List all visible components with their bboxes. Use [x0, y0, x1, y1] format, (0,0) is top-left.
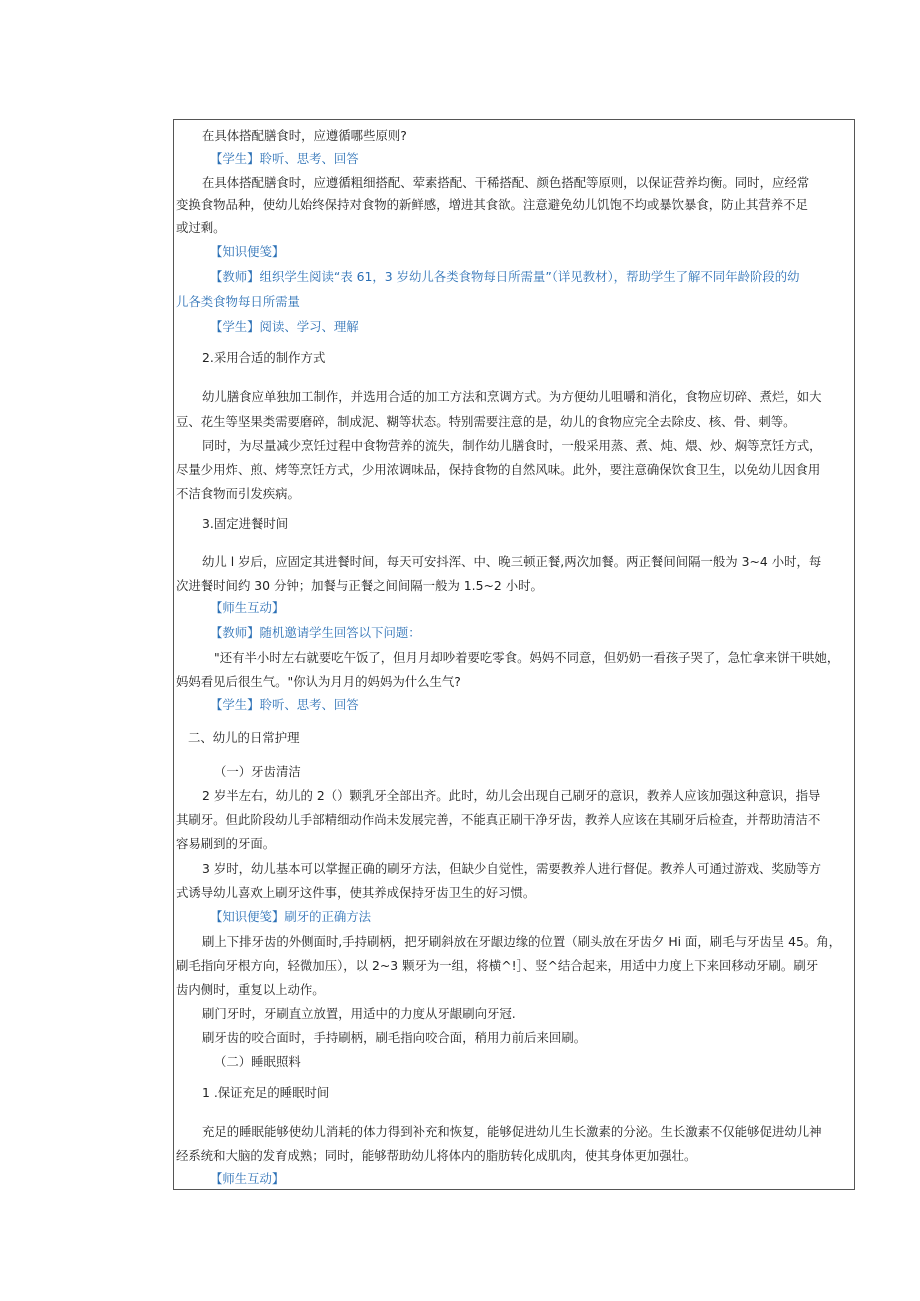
- interaction-label: 【师生互动】: [210, 600, 285, 615]
- text-line: 尽量少用炸、煎、烤等烹饪方式，少用浓调味品，保持食物的自然风味。此外，要注意确保饮食卫生，以免幼儿因食用: [176, 462, 821, 477]
- text-line: 刷门牙时，牙刷直立放置，用适中的力度从牙龈刷向牙冠.: [202, 1006, 516, 1021]
- text-line: "还有半小时左右就要吃午饭了，但月月却吵着要吃零食。妈妈不同意，但奶奶一看孩子哭了，急忙拿来饼干哄她，: [214, 650, 840, 665]
- text-line: 幼儿膳食应单独加工制作，并选用合适的加工方法和烹调方式。为方便幼儿咀嚼和消化，食物应切碎、煮烂，如大: [202, 389, 822, 404]
- student-label: 【学生】聆听、思考、回答: [210, 697, 359, 712]
- text-line: 其刷牙。但此阶段幼儿手部精细动作尚未发展完善，不能真正刷干净牙齿，教养人应该在其刷牙后检查，并帮助清洁不: [176, 812, 821, 827]
- text-line: 齿内侧时，重复以上动作。: [176, 982, 325, 997]
- teacher-label: 【教师】随机邀请学生回答以下问题：: [210, 625, 421, 640]
- student-label: 【学生】聆听、思考、回答: [210, 151, 359, 166]
- section-heading: 1 .保证充足的睡眠时间: [202, 1085, 330, 1100]
- text-line: 经系统和大脑的发育成熟；同时，能够帮助幼儿将体内的脂肪转化成肌肉，使其身体更加强壮。: [176, 1148, 697, 1163]
- interaction-label: 【师生互动】: [210, 1171, 285, 1186]
- section-heading: （一）牙齿清洁: [214, 764, 301, 779]
- text-line: 妈妈看见后很生气。"你认为月月的妈妈为什么生气?: [176, 674, 461, 689]
- text-line: 刷毛指向牙根方向，轻微加压），以 2~3 颗牙为一组，将横^!］、竖^结合起来，用适中力度上下来回移动牙刷。刷牙: [176, 958, 819, 973]
- teacher-label: 【教师】组织学生阅读“表 61，3 岁幼儿各类食物每日所需量”（详见教材），帮助学生了解不同年龄阶段的幼: [210, 269, 800, 284]
- text-line: 不洁食物而引发疾病。: [176, 486, 300, 501]
- section-heading: 3.固定进餐时间: [202, 516, 289, 531]
- text-line: 2 岁半左右，幼儿的 2（）颗乳牙全部出齐。此时，幼儿会出现自己刷牙的意识，教养人应该加强这种意识，指导: [202, 788, 821, 803]
- text-line: 在具体搭配膳食时，应遵循粗细搭配、荤素搭配、干稀搭配、颜色搭配等原则，以保证营养均衡。同时，应经常: [202, 175, 810, 190]
- text-line: 次进餐时间约 30 分钟；加餐与正餐之间间隔一般为 1.5~2 小时。: [176, 578, 543, 593]
- student-label: 【学生】阅读、学习、理解: [210, 319, 359, 334]
- text-line: 同时，为尽量减少烹饪过程中食物营养的流失，制作幼儿膳食时，一般采用蒸、煮、炖、煨、炒、焖等烹饪方式，: [202, 438, 822, 453]
- text-line: 变换食物品种，使幼儿始终保持对食物的新鲜感，增进其食欲。注意避免幼儿饥饱不均或暴饮暴食，防止其营养不足: [176, 197, 808, 212]
- text-line: 儿各类食物每日所需量: [176, 294, 300, 309]
- section-heading: 2.采用合适的制作方式: [202, 350, 326, 365]
- text-line: 充足的睡眠能够使幼儿消耗的体力得到补充和恢复，能够促进幼儿生长激素的分泌。生长激素不仅能够促进幼儿神: [202, 1124, 822, 1139]
- text-line: 3 岁时，幼儿基本可以掌握正确的刷牙方法，但缺少自觉性，需要教养人进行督促。教养人可通过游戏、奖励等方: [202, 861, 821, 876]
- text-line: 刷牙齿的咬合面时，手持刷柄，刷毛指向咬合面，稍用力前后来回刷。: [202, 1030, 587, 1045]
- knowledge-note-label: 【知识便笺】刷牙的正确方法: [210, 909, 372, 924]
- text-line: 豆、花生等坚果类需要磨碎，制成泥、糊等状态。特别需要注意的是，幼儿的食物应完全去除皮、核、骨、刺等。: [176, 414, 796, 429]
- lesson-content-box: [173, 119, 855, 1190]
- text-line: 刷上下排牙齿的外侧面时,手持刷柄，把牙刷斜放在牙龈边缘的位置（刷头放在牙齿夕 Hi 面，刷毛与牙齿呈 45。角，: [202, 934, 842, 949]
- knowledge-note-label: 【知识便笺】: [210, 244, 285, 259]
- chapter-heading: 二、幼儿的日常护理: [188, 730, 300, 745]
- text-line: 容易刷到的牙面。: [176, 836, 276, 851]
- text-line: 在具体搭配膳食时，应遵循哪些原则?: [202, 128, 407, 143]
- text-line: 幼儿 l 岁后，应固定其进餐时间，每天可安抖浑、中、晚三顿正餐,两次加餐。两正餐间间隔一般为 3~4 小时，每: [202, 554, 822, 569]
- text-line: 或过剩。: [176, 220, 226, 235]
- text-line: 式诱导幼儿喜欢上刷牙这件事，使其养成保持牙齿卫生的好习惯。: [176, 885, 536, 900]
- section-heading: （二）睡眠照料: [214, 1054, 301, 1069]
